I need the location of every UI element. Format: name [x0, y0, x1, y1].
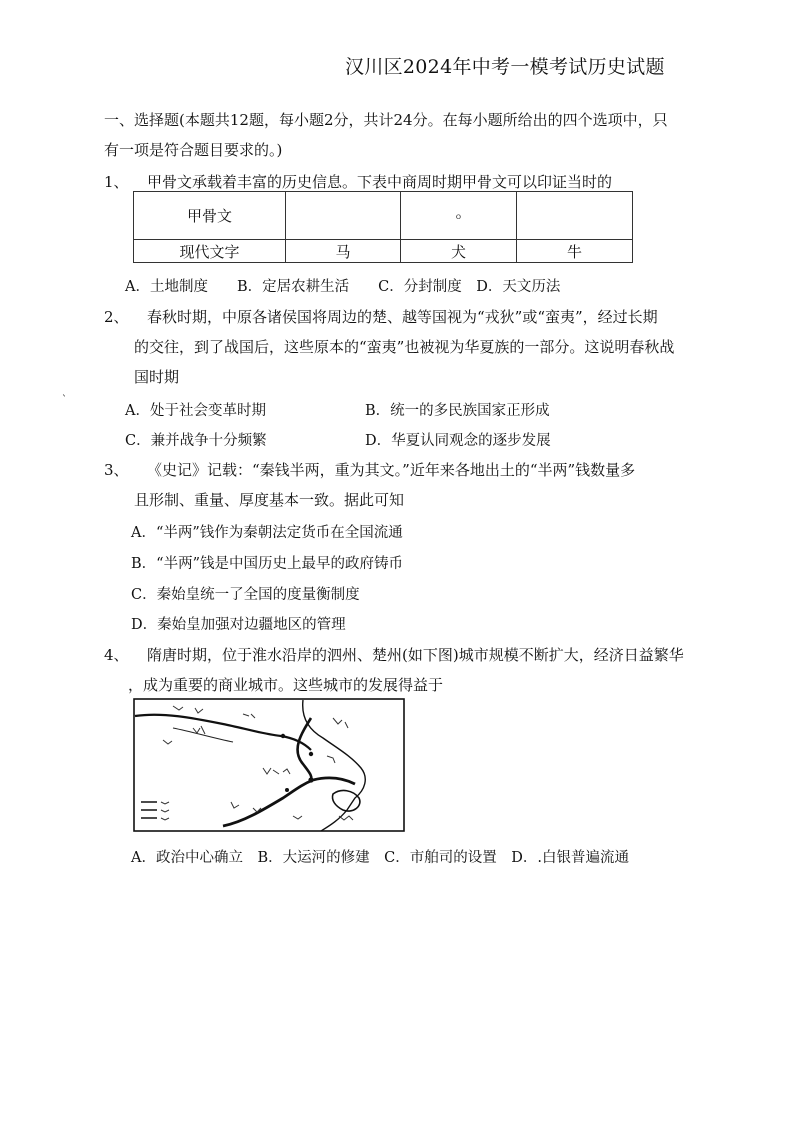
q2-stem-line3: 国时期 — [134, 368, 180, 386]
q2-number: 2、 — [104, 308, 129, 326]
table-row — [134, 192, 633, 240]
q2-option-d: D．华夏认同观念的逐步发展 — [365, 433, 551, 449]
q2-stem-line1: 春秋时期，中原各诸侯国将周边的楚、越等国视为“戎狄”或“蛮夷”，经过长期 — [147, 308, 658, 326]
q4-number: 4、 — [104, 646, 129, 664]
q2-stem-line2: 的交往，到了战国后，这些原本的“蛮夷”也被视为华夏族的一部分。这说明春秋战 — [134, 338, 675, 356]
q3-option-b: B．“半两”钱是中国历史上最早的政府铸币 — [131, 556, 403, 572]
section-instructions-line2: 有一项是符合题目要求的。) — [104, 141, 283, 159]
city-marker — [285, 788, 289, 792]
city-marker — [309, 752, 313, 756]
q3-option-c: C．秦始皇统一了全国的度量衡制度 — [131, 587, 360, 603]
q3-stem-line2: 且形制、重量、厚度基本一致。据此可知 — [134, 491, 405, 509]
sui-tang-map-figure — [133, 698, 405, 832]
q3-option-d: D．秦始皇加强对边疆地区的管理 — [131, 617, 346, 633]
q3-option-a: A．“半两”钱作为秦朝法定货币在全国流通 — [131, 525, 403, 541]
q3-stem-line1: 《史记》记载：“秦钱半两，重为其文。”近年来各地出土的“半两”钱数量多 — [147, 461, 636, 479]
q3-number: 3、 — [104, 461, 129, 479]
table-cell-header: 甲骨文 — [134, 192, 286, 240]
table-cell: 犬 — [401, 240, 517, 263]
map-frame — [134, 699, 404, 831]
q1-number: 1、 — [104, 173, 129, 191]
q2-option-a: A．处于社会变革时期 — [125, 403, 266, 419]
table-cell: 马 — [286, 240, 401, 263]
oracle-glyph-horse — [286, 192, 401, 240]
oracle-glyph-ox — [517, 192, 633, 240]
section-instructions-line1: 一、选择题(本题共12题，每小题2分，共计24分。在每小题所给出的四个选项中，只 — [104, 111, 668, 129]
page-title: 汉川区2024年中考一模考试历史试题 — [345, 56, 665, 78]
city-marker — [281, 734, 285, 738]
q4-stem-line2: ，成为重要的商业城市。这些城市的发展得益于 — [128, 676, 444, 694]
q4-options: A．政治中心确立 B．大运河的修建 C．市舶司的设置 D．.白银普遍流通 — [131, 850, 629, 866]
table-cell: 牛 — [517, 240, 633, 263]
q1-stem: 甲骨文承载着丰富的历史信息。下表中商周时期甲骨文可以印证当时的 — [147, 173, 613, 191]
q4-stem-line1: 隋唐时期，位于淮水沿岸的泗州、楚州(如下图)城市规模不断扩大，经济日益繁华 — [147, 646, 684, 664]
city-marker — [308, 777, 313, 782]
oracle-bone-table — [133, 191, 633, 263]
oracle-glyph-dog: ჿ — [401, 192, 517, 240]
stray-mark: ` — [62, 395, 67, 406]
q2-option-b: B．统一的多民族国家正形成 — [365, 403, 550, 419]
table-cell-header: 现代文字 — [134, 240, 286, 263]
q1-options: A．土地制度 B．定居农耕生活 C．分封制度 D．天文历法 — [125, 279, 561, 295]
q2-option-c: C．兼并战争十分频繁 — [125, 433, 267, 449]
table-row — [134, 240, 633, 263]
